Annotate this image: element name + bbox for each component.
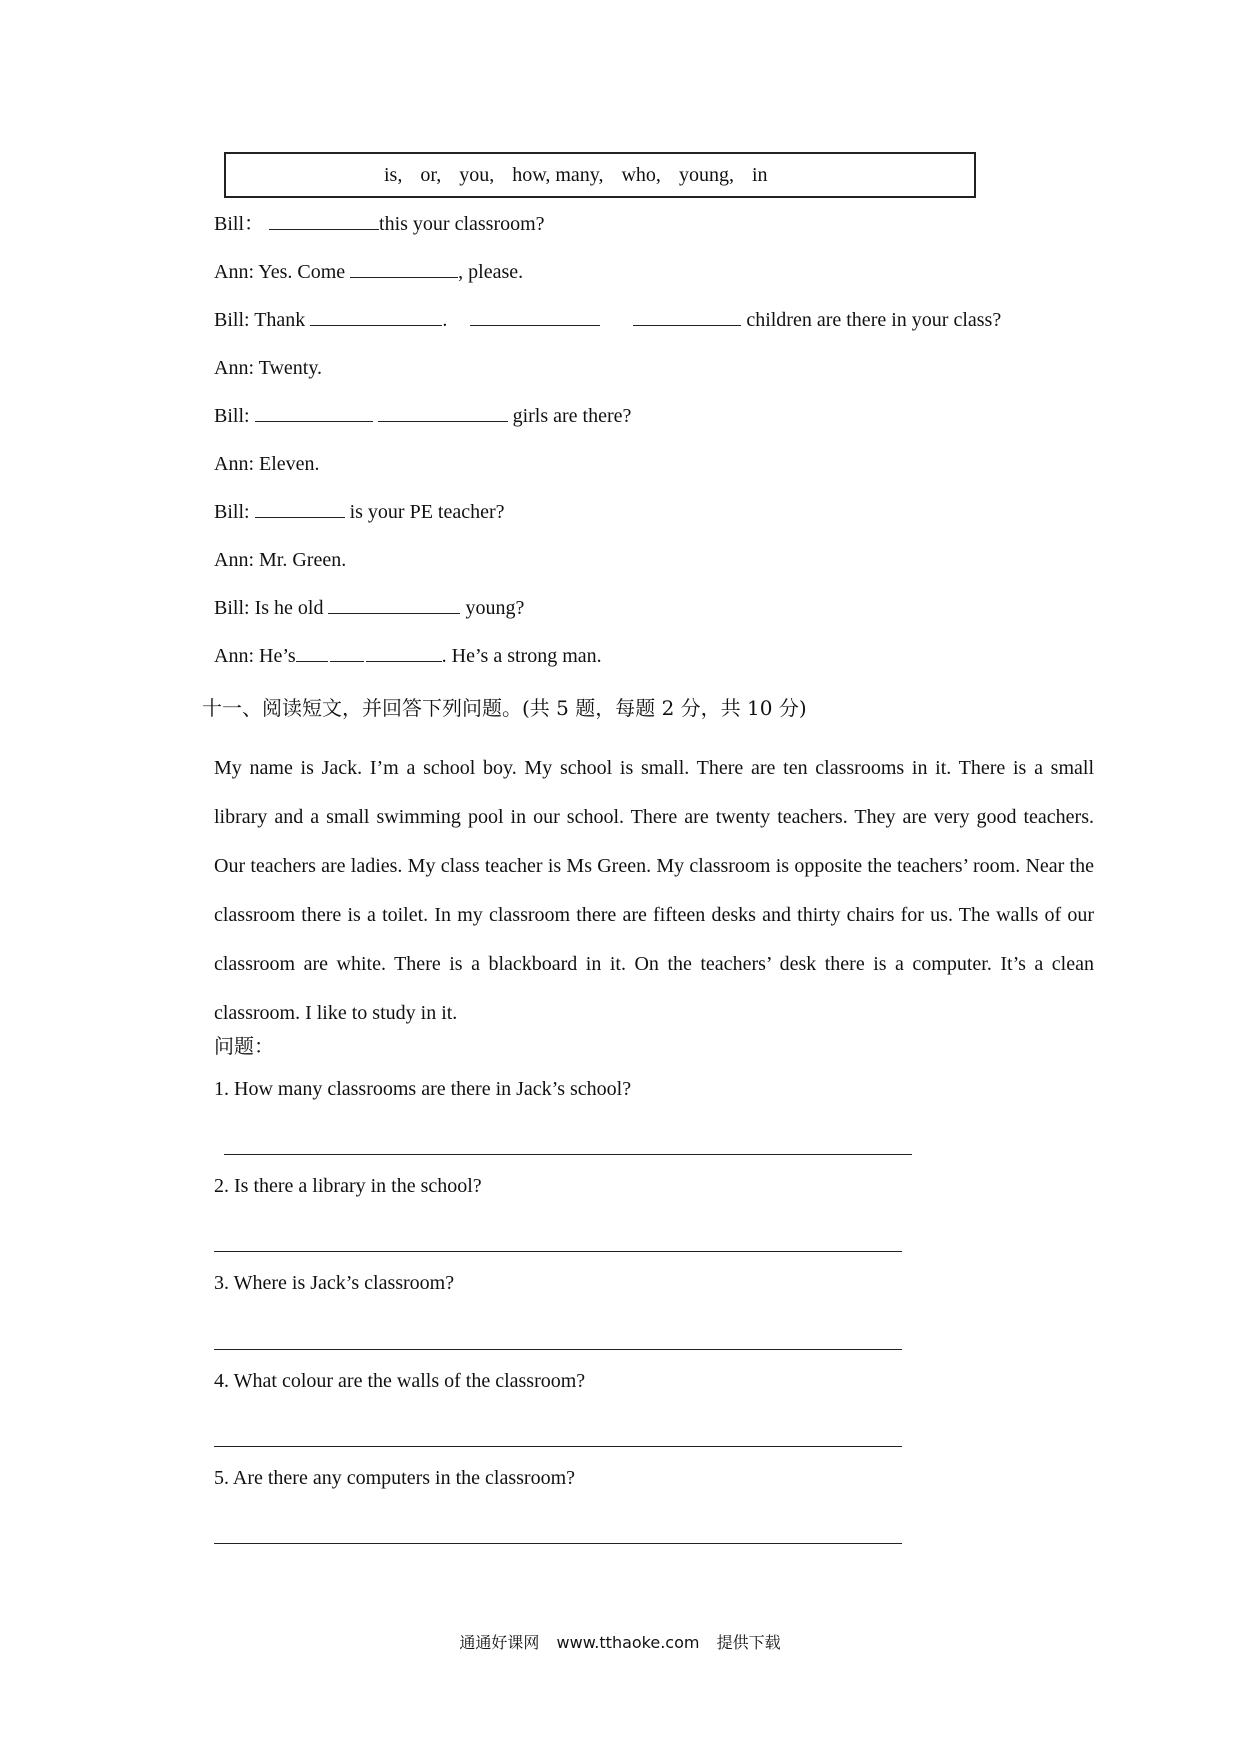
fill-blank[interactable] xyxy=(350,259,458,278)
word-bank-box xyxy=(224,152,976,198)
questions-label: 问题： xyxy=(214,1034,274,1058)
fill-blank[interactable] xyxy=(378,403,508,422)
dialogue-line-2 xyxy=(214,258,523,286)
word-bank-word: you, xyxy=(459,163,495,186)
speaker: Bill: xyxy=(214,405,250,427)
fill-blank[interactable] xyxy=(255,499,345,518)
dialogue-text: . xyxy=(442,309,448,331)
answer-line-2[interactable] xyxy=(214,1251,902,1252)
dialogue-line-5 xyxy=(214,402,631,430)
fill-blank[interactable] xyxy=(470,307,600,326)
fill-blank[interactable] xyxy=(310,307,442,326)
dialogue-text: Eleven. xyxy=(254,453,320,475)
dialogue-line-6 xyxy=(214,450,320,478)
word-bank-word: how, many, xyxy=(512,163,604,186)
footer-suffix: 提供下载 xyxy=(716,1633,781,1652)
question-1: 1. How many classrooms are there in Jack’s school? xyxy=(214,1078,632,1100)
dialogue-text: He’s xyxy=(254,645,296,667)
speaker: Bill: xyxy=(214,501,250,523)
speaker: Bill： xyxy=(214,213,265,235)
dialogue-line-8 xyxy=(214,546,346,574)
fill-blank[interactable] xyxy=(269,211,379,230)
dialogue-text: Mr. Green. xyxy=(254,549,347,571)
word-bank-word: in xyxy=(751,163,768,186)
fill-blank[interactable] xyxy=(296,643,328,662)
dialogue-text: is your PE teacher? xyxy=(344,501,505,523)
dialogue-line-10 xyxy=(214,642,602,670)
fill-blank[interactable] xyxy=(255,403,373,422)
word-bank-word: or, xyxy=(420,163,442,186)
word-bank-word: who, xyxy=(621,163,661,186)
page-footer xyxy=(0,1630,1240,1653)
dialogue-text: Thank xyxy=(249,309,311,331)
dialogue-text: Is he old xyxy=(249,597,329,619)
dialogue-text: children are there in your class? xyxy=(746,309,1002,331)
speaker: Ann: xyxy=(214,453,254,475)
dialogue-line-7 xyxy=(214,498,505,526)
reading-passage: My name is Jack. I’m a school boy. My school is small. There are ten classrooms in it. There is a small library and a small swimming pool in our school. There are twenty teachers. They are very good teachers. Our teachers are ladies. My class teacher is Ms Green. My classroom is opposite the teachers’ room. Near the classroom there is a toilet. In my classroom there are fifteen desks and thirty chairs for us. The walls of our classroom are white. There is a blackboard in it. On the teachers’ desk there is a computer. It’s a clean classroom. I like to study in it. xyxy=(214,757,1094,1024)
fill-blank[interactable] xyxy=(366,643,442,662)
section-title: 十一、阅读短文，并回答下列问题。(共 5 题，每题 2 分，共 10 分) xyxy=(202,696,807,720)
fill-blank[interactable] xyxy=(330,643,364,662)
speaker: Ann: xyxy=(214,549,254,571)
question-4: 4. What colour are the walls of the classroom? xyxy=(214,1370,586,1392)
dialogue-text: Twenty. xyxy=(254,357,323,379)
fill-blank[interactable] xyxy=(633,307,741,326)
dialogue-text: Yes. Come xyxy=(254,261,351,283)
word-bank-word: is, xyxy=(384,163,403,186)
speaker: Bill: xyxy=(214,597,250,619)
dialogue-text: this your classroom? xyxy=(379,213,545,235)
dialogue-text: girls are there? xyxy=(507,405,632,427)
answer-line-3[interactable] xyxy=(214,1349,902,1350)
answer-line-4[interactable] xyxy=(214,1446,902,1447)
dialogue-text: . He’s a strong man. xyxy=(441,645,602,667)
speaker: Bill: xyxy=(214,309,250,331)
footer-site-name: 通通好课网 xyxy=(459,1633,540,1652)
fill-blank[interactable] xyxy=(328,595,460,614)
footer-url[interactable]: www.tthaoke.com xyxy=(556,1633,700,1652)
word-bank-word: young, xyxy=(678,163,734,186)
dialogue-text: young? xyxy=(460,597,525,619)
question-3: 3. Where is Jack’s classroom? xyxy=(214,1272,455,1294)
answer-line-5[interactable] xyxy=(214,1543,902,1544)
question-2: 2. Is there a library in the school? xyxy=(214,1175,482,1197)
dialogue-line-9 xyxy=(214,594,524,622)
answer-line-1[interactable] xyxy=(224,1154,912,1155)
speaker: Ann: xyxy=(214,357,254,379)
speaker: Ann: xyxy=(214,645,254,667)
dialogue-line-3 xyxy=(214,306,1001,334)
dialogue-text: , please. xyxy=(458,261,524,283)
dialogue-line-1 xyxy=(214,210,545,238)
question-5: 5. Are there any computers in the classroom? xyxy=(214,1467,575,1489)
dialogue-line-4 xyxy=(214,354,322,382)
speaker: Ann: xyxy=(214,261,254,283)
